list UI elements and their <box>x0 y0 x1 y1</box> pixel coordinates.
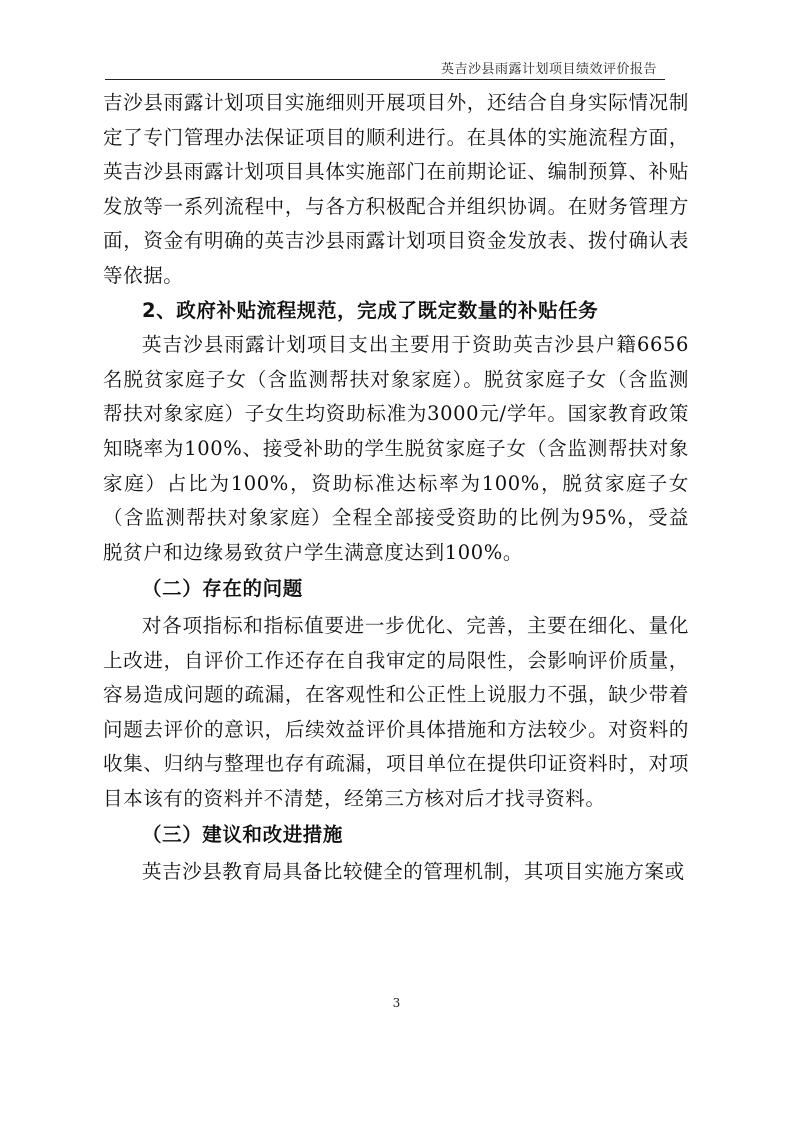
paragraph-continuation: 吉沙县雨露计划项目实施细则开展项目外，还结合自身实际情况制定了专门管理办法保证项目的顺利进行。在具体的实施流程方面，英吉沙县雨露计划项目具体实施部门在前期论证、编制预算、补贴发放等一系列流程中，与各方积极配合并组织协调。在财务管理方面，资金有明确的英吉沙县雨露计划项目资金发放表、拨付确认表等依据。 <box>103 91 689 287</box>
header-title: 英吉沙县雨露计划项目绩效评价报告 <box>440 62 657 77</box>
paragraph-subsidy: 英吉沙县雨露计划项目支出主要用于资助英吉沙县户籍6656名脱贫家庭子女（含监测帮扶对象家庭）。脱贫家庭子女（含监测帮扶对象家庭）子女生均资助标准为3000元/学年。国家教育政策知晓率为100%、接受补助的学生脱贫家庭子女（含监测帮扶对象家庭）占比为100%，资助标准达标率为100%，脱贫家庭子女（含监测帮扶对象家庭）全程全部接受资助的比例为95%，受益脱贫户和边缘易致贫户学生满意度达到100%。 <box>103 333 689 564</box>
section-heading-problems: （二）存在的问题 <box>142 577 303 601</box>
paragraph-problems: 对各项指标和指标值要进一步优化、完善，主要在细化、量化上改进，自评价工作还存在自我审定的局限性，会影响评价质量，容易造成问题的疏漏，在客观性和公正性上说服力不强，缺少带着问题去评价的意识，后续效益评价具体措施和方法较少。对资料的收集、归纳与整理也存有疏漏，项目单位在提供印证资料时，对项目本该有的资料并不清楚，经第三方核对后才找寻资料。 <box>103 613 689 810</box>
paragraph-suggestions: 英吉沙县教育局具备比较健全的管理机制，其项目实施方案或 <box>142 860 685 884</box>
page-number: 3 <box>392 996 401 1010</box>
section-heading-suggestions: （三）建议和改进措施 <box>142 823 344 847</box>
page-header <box>105 55 665 80</box>
document-body <box>103 86 689 890</box>
subsection-heading-2: 2、政府补贴流程规范，完成了既定数量的补贴任务 <box>142 298 599 322</box>
